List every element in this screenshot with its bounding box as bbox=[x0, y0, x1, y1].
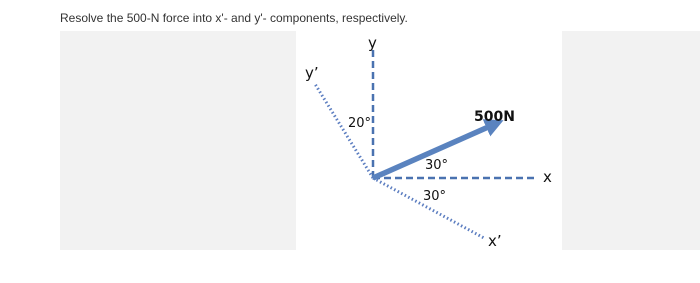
y-prime-label: y’ bbox=[305, 64, 319, 82]
x-prime-axis-line bbox=[373, 178, 484, 238]
question-text: Resolve the 500-N force into x'- and y'- components, respectively. bbox=[60, 11, 408, 25]
angle-label-20: 20° bbox=[348, 116, 372, 131]
y-prime-axis-line bbox=[315, 84, 373, 178]
y-axis-label: y bbox=[368, 34, 377, 52]
angle-label-30-upper: 30° bbox=[425, 158, 449, 173]
x-axis-label: x bbox=[543, 168, 552, 186]
x-prime-label: x’ bbox=[488, 232, 502, 250]
angle-label-30-lower: 30° bbox=[423, 189, 447, 204]
force-magnitude-label: 500N bbox=[474, 109, 515, 125]
